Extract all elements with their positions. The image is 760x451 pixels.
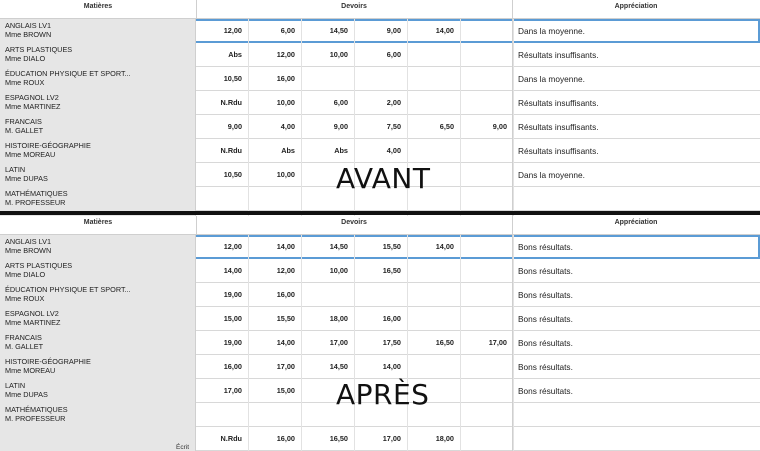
before-panel	[0, 0, 760, 212]
header-assignments: Devoirs	[341, 3, 367, 10]
appreciation-cell	[512, 187, 760, 211]
grade-cell[interactable]: 4,00	[355, 139, 408, 163]
grade-cell[interactable]: Abs	[249, 139, 302, 163]
table-row[interactable]	[0, 331, 760, 355]
grades-table-after	[0, 235, 760, 451]
grade-cell[interactable]: 18,00	[408, 427, 461, 451]
header-subjects: Matières	[83, 219, 113, 226]
appreciation-cell: Bons résultats.	[512, 283, 760, 307]
appreciation-cell: Bons résultats.	[512, 355, 760, 379]
grade-cell[interactable]: 15,00	[249, 379, 302, 403]
header-appreciation: Appréciation	[614, 219, 658, 226]
grade-cell[interactable]: N.Rdu	[196, 91, 249, 115]
teacher-name: M. GALLET	[5, 341, 44, 351]
grade-cell[interactable]: 14,50	[302, 235, 355, 259]
table-row[interactable]	[0, 355, 760, 379]
subject-cell[interactable]	[0, 43, 196, 67]
grade-cell[interactable]	[249, 187, 302, 211]
grade-cell[interactable]	[408, 355, 461, 379]
appreciation-cell: Bons résultats.	[512, 307, 760, 331]
grade-cell[interactable]	[355, 283, 408, 307]
grade-cell[interactable]: Abs	[302, 139, 355, 163]
grade-cell[interactable]	[461, 259, 514, 283]
grade-cell[interactable]: 15,50	[249, 307, 302, 331]
appreciation-cell: Dans la moyenne.	[512, 67, 760, 91]
grade-cell[interactable]	[461, 187, 514, 211]
grade-cell[interactable]: 17,00	[196, 379, 249, 403]
subject-name: LATIN	[5, 381, 26, 390]
table-row[interactable]	[0, 235, 760, 259]
subject-cell[interactable]	[0, 379, 196, 403]
teacher-name: Mme DUPAS	[5, 173, 48, 183]
teacher-name: Mme DUPAS	[5, 389, 48, 399]
header-assignments: Devoirs	[341, 219, 367, 226]
teacher-name: Mme MOREAU	[5, 365, 56, 375]
grade-cell[interactable]: 10,00	[302, 43, 355, 67]
teacher-name: Mme MOREAU	[5, 149, 56, 159]
after-label: APRÈS	[336, 378, 430, 411]
subject-name: ESPAGNOL LV2	[5, 93, 59, 102]
teacher-name: Mme BROWN	[5, 245, 52, 255]
grade-cell[interactable]: 2,00	[355, 91, 408, 115]
grade-cell[interactable]: 14,00	[196, 259, 249, 283]
teacher-name: M. PROFESSEUR	[5, 413, 66, 423]
appreciation-cell: Résultats insuffisants.	[512, 91, 760, 115]
appreciation-cell: Bons résultats.	[512, 379, 760, 403]
teacher-name: M. PROFESSEUR	[5, 197, 66, 207]
grade-cell[interactable]	[408, 67, 461, 91]
grade-cell[interactable]	[408, 307, 461, 331]
teacher-name: M. GALLET	[5, 125, 44, 135]
grade-cell[interactable]	[461, 355, 514, 379]
grade-cell[interactable]: 16,50	[408, 331, 461, 355]
subject-name: ESPAGNOL LV2	[5, 309, 59, 318]
subject-cell[interactable]	[0, 403, 196, 427]
appreciation-cell: Dans la moyenne.	[512, 19, 760, 43]
grade-cell[interactable]	[196, 403, 249, 427]
grade-cell[interactable]: 7,50	[355, 115, 408, 139]
subject-name: FRANCAIS	[5, 333, 42, 342]
grade-cell[interactable]: 10,00	[249, 163, 302, 187]
table-row[interactable]	[0, 43, 760, 67]
grade-cell[interactable]: Abs	[196, 43, 249, 67]
subject-cell[interactable]	[0, 19, 196, 43]
grade-cell[interactable]: N.Rdu	[196, 427, 249, 451]
subject-name: MATHÉMATIQUES	[5, 405, 68, 414]
grade-cell[interactable]	[196, 187, 249, 211]
grade-cell[interactable]	[461, 379, 514, 403]
teacher-name: Mme MARTINEZ	[5, 317, 61, 327]
after-panel	[0, 216, 760, 451]
subject-cell[interactable]	[0, 259, 196, 283]
grade-cell[interactable]: 10,50	[196, 163, 249, 187]
subject-name: ARTS PLASTIQUES	[5, 45, 73, 54]
grade-cell[interactable]: N.Rdu	[196, 139, 249, 163]
grade-cell[interactable]	[302, 67, 355, 91]
sub-service-label: Écrit	[176, 444, 189, 451]
subject-name: HISTOIRE-GÉOGRAPHIE	[5, 141, 91, 150]
subject-cell[interactable]	[0, 235, 196, 259]
subject-cell[interactable]	[0, 91, 196, 115]
subject-name: ÉDUCATION PHYSIQUE ET SPORT...	[5, 285, 131, 294]
grade-cell[interactable]: 19,00	[196, 283, 249, 307]
before-label: AVANT	[336, 162, 431, 195]
header-divider	[512, 216, 513, 235]
grade-cell[interactable]	[408, 139, 461, 163]
grades-table-before	[0, 19, 760, 235]
header-subjects: Matières	[83, 3, 113, 10]
subject-cell[interactable]	[0, 139, 196, 163]
grade-cell[interactable]	[461, 91, 514, 115]
grade-cell[interactable]: 14,00	[408, 235, 461, 259]
grade-cell[interactable]: 9,00	[461, 115, 514, 139]
grade-cell[interactable]: 12,00	[249, 43, 302, 67]
grade-cell[interactable]: 10,50	[196, 67, 249, 91]
grade-cell[interactable]	[461, 307, 514, 331]
table-row[interactable]	[0, 91, 760, 115]
subject-cell[interactable]	[0, 163, 196, 187]
grade-cell[interactable]: 19,00	[196, 331, 249, 355]
grade-cell[interactable]	[461, 403, 514, 427]
grade-cell[interactable]: 17,00	[249, 355, 302, 379]
header-divider	[196, 0, 197, 19]
table-row[interactable]	[0, 67, 760, 91]
grade-cell[interactable]: 16,00	[196, 355, 249, 379]
grade-cell[interactable]: 17,00	[461, 331, 514, 355]
teacher-name: Mme DIALO	[5, 53, 46, 63]
table-row[interactable]	[0, 115, 760, 139]
grade-cell[interactable]: 18,00	[302, 307, 355, 331]
grade-cell[interactable]	[461, 139, 514, 163]
grade-cell[interactable]	[461, 427, 514, 451]
grade-cell[interactable]: 9,00	[196, 115, 249, 139]
grade-cell[interactable]: 16,50	[302, 427, 355, 451]
subject-cell[interactable]	[0, 115, 196, 139]
grade-cell[interactable]	[355, 67, 408, 91]
appreciation-cell: Résultats insuffisants.	[512, 139, 760, 163]
grade-cell[interactable]	[408, 43, 461, 67]
table-row[interactable]	[0, 259, 760, 283]
grade-cell[interactable]: 12,00	[196, 19, 249, 43]
subject-name: LATIN	[5, 165, 26, 174]
teacher-name: Mme ROUX	[5, 293, 45, 303]
subject-cell[interactable]	[0, 355, 196, 379]
grade-cell[interactable]: 16,00	[249, 283, 302, 307]
subject-cell[interactable]	[0, 427, 196, 451]
grade-cell[interactable]	[249, 403, 302, 427]
teacher-name: Mme MARTINEZ	[5, 101, 61, 111]
grade-cell[interactable]: 15,00	[196, 307, 249, 331]
grade-cell[interactable]: 17,00	[302, 331, 355, 355]
grade-cell[interactable]: 6,00	[355, 43, 408, 67]
grade-cell[interactable]	[461, 43, 514, 67]
appreciation-cell: Résultats insuffisants.	[512, 115, 760, 139]
grade-cell[interactable]: 14,00	[249, 235, 302, 259]
grade-cell[interactable]: 15,50	[355, 235, 408, 259]
subject-name: ARTS PLASTIQUES	[5, 261, 73, 270]
header-divider	[196, 216, 197, 235]
table-row[interactable]	[0, 427, 760, 451]
appreciation-cell	[512, 427, 760, 451]
header-divider	[512, 0, 513, 19]
grade-cell[interactable]: 17,50	[355, 331, 408, 355]
table-row[interactable]	[0, 139, 760, 163]
grade-cell[interactable]: 16,00	[249, 427, 302, 451]
header-appreciation: Appréciation	[614, 3, 658, 10]
subject-cell[interactable]	[0, 307, 196, 331]
appreciation-cell: Résultats insuffisants.	[512, 43, 760, 67]
grade-cell[interactable]	[461, 19, 514, 43]
grade-cell[interactable]: 14,00	[355, 355, 408, 379]
appreciation-cell: Bons résultats.	[512, 331, 760, 355]
grade-cell[interactable]	[408, 283, 461, 307]
table-row[interactable]	[0, 19, 760, 43]
subject-name: ANGLAIS LV1	[5, 21, 52, 30]
grade-cell[interactable]: 10,00	[249, 91, 302, 115]
grade-cell[interactable]: 17,00	[355, 427, 408, 451]
grade-cell[interactable]: 10,00	[302, 259, 355, 283]
table-header	[0, 216, 760, 235]
subject-name: ÉDUCATION PHYSIQUE ET SPORT...	[5, 69, 131, 78]
grade-cell[interactable]: 9,00	[302, 115, 355, 139]
grade-cell[interactable]: 14,00	[249, 331, 302, 355]
grade-cell[interactable]	[461, 163, 514, 187]
grade-cell[interactable]	[461, 67, 514, 91]
grade-cell[interactable]	[461, 283, 514, 307]
subject-cell[interactable]	[0, 331, 196, 355]
grade-cell[interactable]: 14,00	[408, 19, 461, 43]
table-row[interactable]	[0, 283, 760, 307]
subject-name: MATHÉMATIQUES	[5, 189, 68, 198]
grade-cell[interactable]: 6,00	[249, 19, 302, 43]
subject-cell[interactable]	[0, 67, 196, 91]
subject-name: FRANCAIS	[5, 117, 42, 126]
subject-cell[interactable]	[0, 283, 196, 307]
grade-cell[interactable]: 16,00	[355, 307, 408, 331]
appreciation-cell: Bons résultats.	[512, 235, 760, 259]
grade-cell[interactable]: 6,00	[302, 91, 355, 115]
teacher-name: Mme ROUX	[5, 77, 45, 87]
subject-name: ANGLAIS LV1	[5, 237, 52, 246]
grade-cell[interactable]: 14,50	[302, 355, 355, 379]
appreciation-cell: Dans la moyenne.	[512, 163, 760, 187]
grade-cell[interactable]: 12,00	[196, 235, 249, 259]
grade-cell[interactable]: 6,50	[408, 115, 461, 139]
teacher-name: Mme BROWN	[5, 29, 52, 39]
grade-cell[interactable]: 14,50	[302, 19, 355, 43]
grade-cell[interactable]: 16,00	[249, 67, 302, 91]
grade-cell[interactable]: 9,00	[355, 19, 408, 43]
table-row[interactable]	[0, 307, 760, 331]
appreciation-cell: Bons résultats.	[512, 259, 760, 283]
panel-divider	[0, 211, 760, 215]
teacher-name: Mme DIALO	[5, 269, 46, 279]
grade-cell[interactable]: 4,00	[249, 115, 302, 139]
appreciation-cell	[512, 403, 760, 427]
grade-cell[interactable]	[461, 235, 514, 259]
grade-cell[interactable]	[408, 259, 461, 283]
grade-cell[interactable]: 16,50	[355, 259, 408, 283]
subject-name: HISTOIRE-GÉOGRAPHIE	[5, 357, 91, 366]
subject-cell[interactable]	[0, 187, 196, 211]
grade-cell[interactable]	[302, 283, 355, 307]
table-header	[0, 0, 760, 19]
grade-cell[interactable]: 12,00	[249, 259, 302, 283]
grade-cell[interactable]	[408, 91, 461, 115]
